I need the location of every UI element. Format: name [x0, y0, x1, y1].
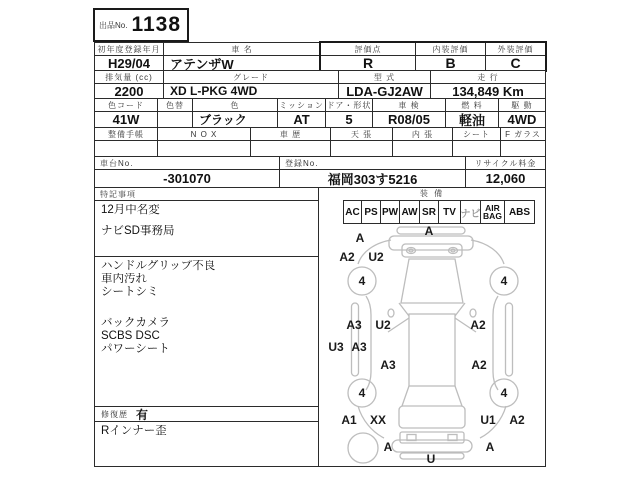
stamp-circle-shape	[348, 433, 378, 463]
note-line: シートシミ	[101, 286, 159, 298]
hood-shape	[401, 259, 463, 303]
rear-bumper-shape	[392, 440, 472, 452]
color-change-value	[157, 111, 193, 128]
trunk-shape	[399, 406, 465, 428]
lot-number-value: 1138	[131, 13, 182, 36]
recycle-fee-value: 12,060	[465, 169, 546, 188]
chassis-no-value: -301070	[94, 169, 280, 188]
nox-label: N O X	[157, 127, 251, 141]
mileage-value: 134,849 Km	[430, 83, 546, 99]
equipment-badge-pw: PW	[380, 200, 400, 224]
equipment-badge-abs: ABS	[504, 200, 535, 224]
damage-mark: U3	[328, 340, 344, 354]
lot-number-label: 出品No.	[99, 20, 128, 30]
taillight-bar-shape	[400, 432, 464, 443]
interior-trim-value	[392, 140, 453, 157]
wheel-grade: 4	[500, 274, 508, 288]
front-glass-label: F ガラス	[500, 127, 546, 141]
equipment-badge-ps: PS	[361, 200, 381, 224]
damage-mark: A3	[351, 340, 367, 354]
seat-label: シート	[452, 127, 501, 141]
grade-label: グレード	[163, 70, 339, 84]
note-line: 車内汚れ	[101, 273, 147, 285]
transmission-label: ミッション	[277, 98, 326, 112]
note-line: 12月中名変	[101, 204, 160, 216]
equipment-badge-aw: AW	[399, 200, 420, 224]
repair-history-label: 修復歴	[101, 409, 128, 419]
car-history-value	[250, 140, 331, 157]
maintenance-book-value	[94, 140, 158, 157]
interior-trim-label: 内 張	[392, 127, 453, 141]
equipment-badge-sr: SR	[419, 200, 439, 224]
wheel-grade: 4	[500, 386, 508, 400]
damage-mark: U	[426, 452, 436, 466]
damage-mark: A2	[470, 318, 486, 332]
damage-mark: A	[383, 440, 393, 454]
notes-section-1	[94, 200, 319, 257]
cabin-shape	[409, 314, 455, 386]
damage-mark: A	[485, 440, 495, 454]
first-registration-label: 初年度登録年月	[94, 42, 164, 56]
transmission-value: AT	[277, 111, 326, 128]
damage-mark: U2	[375, 318, 391, 332]
seat-value	[452, 140, 501, 157]
damage-mark: U1	[480, 413, 496, 427]
damage-mark: A1	[341, 413, 357, 427]
chassis-no-label: 車台No.	[94, 156, 280, 170]
equipment-header: 装 備	[419, 189, 445, 198]
color-value: ブラック	[192, 111, 278, 128]
note-line: バックカメラ	[101, 317, 170, 329]
lot-number-box	[93, 8, 189, 42]
equipment-badge-ac: AC	[343, 200, 362, 224]
right-body-edge-shape	[493, 296, 498, 390]
doors-label: ドア・形状	[325, 98, 373, 112]
damage-mark: A2	[471, 358, 487, 372]
fuel-value: 軽油	[445, 111, 499, 128]
fuel-label: 燃 料	[445, 98, 499, 112]
damage-mark: XX	[369, 413, 387, 427]
maintenance-book-label: 整備手帳	[94, 127, 158, 141]
drive-value: 4WD	[498, 111, 546, 128]
registration-no-label: 登録No.	[279, 156, 466, 170]
mileage-label: 走 行	[430, 70, 546, 84]
damage-mark: A	[355, 231, 365, 245]
left-mirror-shape	[388, 309, 394, 317]
drive-label: 駆 動	[498, 98, 546, 112]
first-registration-value: H29/04	[94, 55, 164, 71]
wheel-grade: 4	[358, 274, 366, 288]
note-line: パワーシート	[101, 343, 170, 355]
displacement-value: 2200	[94, 83, 164, 99]
headliner-label: 天 張	[330, 127, 393, 141]
note-line	[101, 217, 312, 225]
car-history-label: 車 歴	[250, 127, 331, 141]
repair-details	[94, 421, 319, 467]
recycle-fee-label: リサイクル料金	[465, 156, 546, 170]
notes-header: 特記事項	[94, 187, 319, 201]
interior-grade-label: 内装評価	[415, 42, 486, 56]
note-line: SCBS DSC	[101, 330, 160, 342]
interior-grade-value: B	[415, 55, 486, 71]
right-mirror-shape	[470, 309, 476, 317]
repair-history-row	[94, 406, 319, 422]
wheel-grade: 4	[358, 386, 366, 400]
headliner-value	[330, 140, 393, 157]
model-code-value: LDA-GJ2AW	[338, 83, 431, 99]
damage-mark: A2	[509, 413, 525, 427]
color-label: 色	[192, 98, 278, 112]
doors-value: 5	[325, 111, 373, 128]
note-line: Rインナー歪	[101, 425, 167, 437]
exterior-grade-value: C	[485, 55, 546, 71]
right-sill-shape	[506, 303, 513, 376]
model-code-label: 型 式	[338, 70, 431, 84]
front-glass-value	[500, 140, 546, 157]
color-change-label: 色替	[157, 98, 193, 112]
inspection-label: 車 検	[372, 98, 446, 112]
displacement-label: 排気量 (cc)	[94, 70, 164, 84]
car-name-label: 車 名	[163, 42, 321, 56]
nox-value	[157, 140, 251, 157]
damage-mark: U2	[368, 250, 384, 264]
exterior-grade-label: 外装評価	[485, 42, 546, 56]
grade-value: XD L-PKG 4WD	[163, 83, 339, 99]
note-line	[101, 299, 312, 317]
score-value: R	[320, 55, 416, 71]
door-seam-shape	[388, 318, 476, 332]
color-code-label: 色コード	[94, 98, 158, 112]
damage-mark: A3	[380, 358, 396, 372]
left-body-edge-shape	[366, 296, 371, 390]
color-code-value: 41W	[94, 111, 158, 128]
equipment-badge-navi: ナビ	[460, 200, 481, 224]
repair-history-value: 有	[136, 407, 149, 422]
car-name-value: アテンザW	[163, 55, 321, 71]
note-line: ハンドルグリップ不良	[101, 260, 216, 272]
note-line: ナビSD事務局	[101, 225, 175, 237]
registration-no-value: 福岡303す5216	[279, 169, 466, 188]
damage-mark: A3	[346, 318, 362, 332]
damage-mark: A	[424, 224, 434, 238]
notes-section-2	[94, 256, 319, 407]
c-pillars-shape	[402, 386, 462, 406]
damage-mark: A2	[339, 250, 355, 264]
inspection-value: R08/05	[372, 111, 446, 128]
equipment-row	[343, 200, 535, 224]
equipment-badge-tv: TV	[438, 200, 461, 224]
score-label: 評価点	[320, 42, 416, 56]
front-right-fender-shape	[471, 240, 504, 264]
equipment-badge-airbag: AIR BAG	[480, 200, 505, 224]
